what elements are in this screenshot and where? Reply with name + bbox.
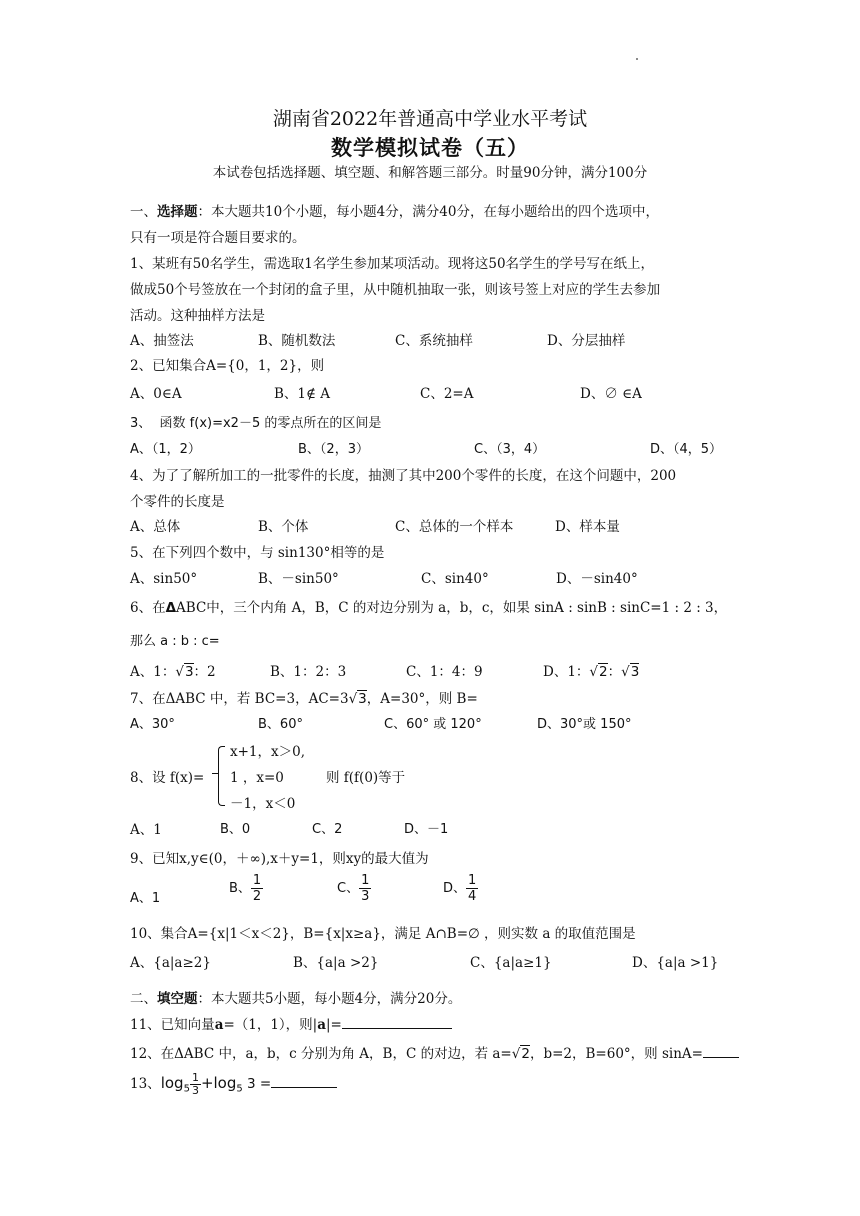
q3-option-d: D、（4，5）	[650, 442, 723, 457]
q9-option-b: B、 $\frac{1}{2}$	[229, 873, 262, 904]
q7-option-d: D、30°或 150°	[537, 717, 632, 732]
q10-option-b: B、{a|a >2}	[293, 955, 379, 971]
q6-option-c: C、1：4：9	[406, 664, 483, 680]
q8-brace	[218, 746, 225, 806]
q3-option-a: A、（1，2）	[130, 442, 201, 457]
section2-heading: 二、填空题：本大题共5小题，每小题4分，满分20分。	[130, 991, 462, 1007]
q1-option-d: D、分层抽样	[547, 333, 626, 349]
q5-stem: 5、在下列四个数中，与 sin130°相等的是	[130, 545, 385, 561]
q8-option-d: D、－1	[404, 822, 449, 837]
q2-option-d: D、∅ ∈A	[580, 386, 642, 402]
q3-option-c: C、（3，4）	[474, 442, 546, 457]
q10-stem: 10、集合A={x|1＜x＜2}，B={x|x≥a}，满足 A∩B=∅ ，则实数 a 的取值范围是	[130, 926, 636, 942]
q7-stem: 7、在ΔABC 中，若 BC=3，AC=3√3，A=30°，则 B=	[130, 691, 478, 707]
q9-option-c: C、 $\frac{1}{3}$	[337, 873, 370, 904]
q4-option-d: D、样本量	[555, 519, 620, 535]
q10-option-d: D、{a|a >1}	[632, 955, 719, 971]
q2-option-c: C、2=A	[420, 386, 474, 402]
exam-subtitle: 数学模拟试卷（五）	[331, 135, 529, 160]
q8-case1: x+1，x＞0,	[230, 744, 306, 760]
q1-option-a: A、抽签法	[130, 333, 194, 349]
q2-stem: 2、已知集合A={0，1，2}，则	[130, 358, 325, 374]
page-dot	[636, 58, 638, 60]
q6-option-b: B、1：2：3	[270, 664, 347, 680]
q7-option-a: A、30°	[130, 717, 175, 732]
exam-title: 湖南省2022年普通高中学业水平考试	[272, 108, 588, 130]
q8-option-c: C、2	[312, 822, 343, 837]
exam-intro: 本试卷包括选择题、填空题、和解答题三部分。时量90分钟，满分100分	[212, 165, 648, 181]
q1-line2: 做成50个号签放在一个封闭的盒子里，从中随机抽取一张，则该号签上对应的学生去参加	[130, 282, 661, 298]
q6-line2: 那么 a : b : c=	[130, 634, 220, 649]
q8-brace-tip	[212, 773, 219, 774]
q2-option-b: B、1∉ A	[274, 386, 331, 402]
q5-option-a: A、sin50°	[130, 571, 198, 587]
q11-answer-blank	[342, 1016, 452, 1029]
q9-option-a: A、1	[130, 891, 161, 906]
q7-option-b: B、60°	[258, 717, 303, 732]
q10-option-a: A、{a|a≥2}	[130, 955, 211, 971]
q5-option-c: C、sin40°	[421, 571, 489, 587]
q3-option-b: B、（2，3）	[298, 442, 369, 457]
section1-heading: 一、选择题：本大题共10个小题，每小题4分，满分40分，在每小题给出的四个选项中，	[130, 204, 659, 220]
q1-option-c: C、系统抽样	[395, 333, 473, 349]
q12-answer-blank	[703, 1045, 739, 1058]
section1-desc: 只有一项是符合题目要求的。	[130, 230, 306, 246]
q2-option-a: A、0∈A	[130, 386, 182, 402]
q5-option-d: D、－sin40°	[556, 571, 638, 587]
q8-case2: 1 ，x=0	[230, 770, 284, 786]
q4-option-a: A、总体	[130, 519, 181, 535]
q8-option-a: A、1	[130, 822, 162, 838]
q13-stem: 13、$\log_5$ $\frac{1}{3}$ $+\log_5$ 3 =	[130, 1072, 337, 1097]
q1-option-b: B、随机数法	[258, 333, 336, 349]
q12-stem: 12、在ΔABC 中，a，b，c 分别为角 A，B，C 的对边，若 a=√2，b=2，B=60°，则 sinA=	[130, 1042, 739, 1062]
q3-stem: 3、 函数 f(x)=x2－5 的零点所在的区间是	[130, 416, 382, 431]
q4-option-c: C、总体的一个样本	[395, 519, 514, 535]
q10-option-c: C、{a|a≥1}	[470, 955, 552, 971]
q13-answer-blank	[271, 1075, 337, 1088]
q6-option-a: A、1：√3：2	[130, 664, 216, 680]
q1-line1: 1、某班有50名学生，需选取1名学生参加某项活动。现将这50名学生的学号写在纸上，	[130, 256, 655, 272]
q4-option-b: B、个体	[258, 519, 309, 535]
q9-stem: 9、已知x,y∈(0，＋∞),x＋y=1，则xy的最大值为	[130, 851, 429, 867]
q8-question: 则 f(f(0)等于	[326, 770, 406, 786]
q8-case3: －1，x＜0	[230, 796, 296, 812]
q1-line3: 活动。这种抽样方法是	[130, 308, 265, 324]
q6-stem: 6、在ΔABC中，三个内角 A，B，C 的对边分别为 a，b，c，如果 sinA : sinB : sinC=1 : 2 : 3，	[130, 600, 728, 616]
q7-option-c: C、60° 或 120°	[384, 717, 482, 732]
q8-prefix: 8、设 f(x)=	[130, 770, 205, 786]
q4-line1: 4、为了了解所加工的一批零件的长度，抽测了其中200个零件的长度，在这个问题中，200	[130, 468, 677, 484]
q11-stem: 11、已知向量a=（1，1），则|a|=	[130, 1013, 452, 1033]
q8-option-b: B、0	[220, 822, 251, 837]
q9-option-d: D、 $\frac{1}{4}$	[443, 873, 477, 904]
q4-line2: 个零件的长度是	[130, 494, 225, 510]
q6-option-d: D、1：√2：√3	[543, 664, 640, 680]
q5-option-b: B、－sin50°	[258, 571, 339, 587]
